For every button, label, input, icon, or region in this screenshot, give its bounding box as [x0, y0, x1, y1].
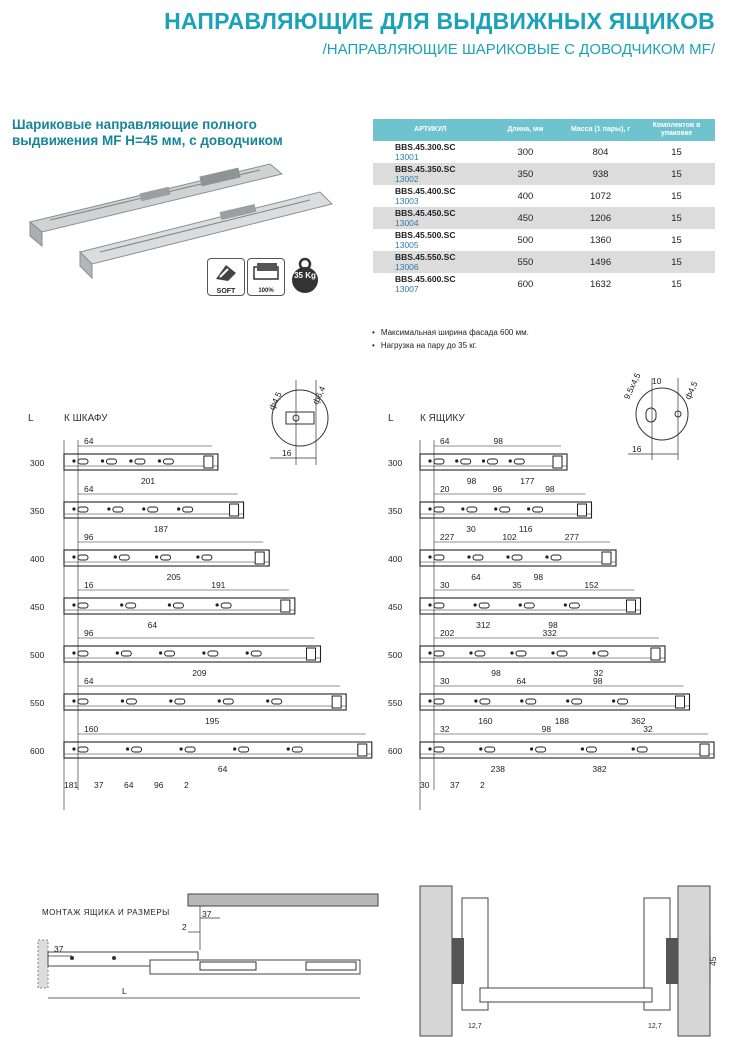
rail-hole-dot: [530, 747, 533, 750]
article-code: BBS.45.400.SC: [395, 186, 456, 196]
dimension-label: 64: [84, 484, 94, 494]
rail-hole-dot: [428, 699, 431, 702]
dimension-label: 64: [84, 436, 94, 446]
dimension-label: 102: [502, 532, 517, 542]
dimension-label: 96: [84, 532, 94, 542]
assembly-top-panel: [188, 894, 378, 906]
rail-hole-dot: [287, 747, 290, 750]
dimension-label: 64: [124, 780, 134, 790]
rail-end-clip: [578, 504, 587, 516]
dimension-label: 98: [466, 476, 477, 486]
col-article: АРТИКУЛ: [373, 119, 488, 141]
dimension-label: 64: [471, 572, 481, 582]
assembly-dim: 37: [202, 909, 212, 919]
cabinet-detail-dim: 16: [282, 448, 292, 458]
dimension-label: 35: [512, 580, 522, 590]
rail-hole-dot: [612, 699, 615, 702]
rail-hole-dot: [545, 555, 548, 558]
assembly-dim: 2: [182, 922, 187, 932]
dimension-label: 98: [541, 724, 552, 734]
row-length-label: 550: [30, 698, 45, 708]
mass-cell: 1632: [589, 278, 612, 290]
rail-hole-dot: [469, 651, 472, 654]
dimension-label: 116: [518, 524, 533, 534]
section-right-wall: [678, 886, 710, 1036]
rail-hole-dot: [509, 459, 512, 462]
mass-cell: 1360: [589, 234, 612, 246]
rail-hole-dot: [72, 603, 75, 606]
rail-outline: [64, 646, 321, 662]
dimension-label: 160: [84, 724, 99, 734]
rail-hole-dot: [506, 555, 509, 558]
pack-cell: 15: [671, 190, 682, 202]
dimension-label: 205: [166, 572, 181, 582]
rail-end-clip: [358, 744, 367, 756]
article-code: BBS.45.300.SC: [395, 142, 456, 152]
pack-cell: 15: [638, 251, 715, 273]
dimension-label: 362: [631, 716, 646, 726]
length-cell: 550: [488, 251, 563, 273]
pack-cell: 15: [638, 163, 715, 185]
dimension-label: 37: [450, 780, 460, 790]
drawer-label: К ЯЩИКУ: [420, 413, 465, 424]
rail-hole-dot: [121, 699, 124, 702]
dimension-label: 187: [153, 524, 168, 534]
dimension-label: 64: [516, 676, 526, 686]
dimension-label: 2: [480, 780, 485, 790]
rail-hole-dot: [169, 699, 172, 702]
notes-list: [372, 326, 529, 352]
drawer-detail-dim: 10: [652, 376, 662, 386]
table-row: [373, 229, 715, 251]
product-title: Шариковые направляющие полного выдвижения MF H=45 мм, с доводчиком: [12, 117, 283, 148]
drawer-drawing: [380, 370, 730, 820]
dimension-label: 96: [492, 484, 503, 494]
assembly-label: МОНТАЖ ЯЩИКА И РАЗМЕРЫ: [42, 908, 170, 917]
rail-hole-dot: [581, 747, 584, 750]
dimension-label: 332: [542, 628, 557, 638]
length-cell: 450: [488, 207, 563, 229]
dimension-label: 64: [440, 436, 450, 446]
rail-hole-dot: [142, 507, 145, 510]
rail-outline: [420, 598, 641, 614]
article-code: BBS.45.600.SC: [395, 274, 456, 284]
load-badge-label: 35 Kg: [294, 271, 316, 280]
section-left-slide: [452, 938, 464, 984]
pack-cell: 15: [671, 146, 682, 158]
row-length-label: 550: [388, 698, 403, 708]
row-length-label: 450: [388, 602, 403, 612]
rail-hole-dot: [120, 603, 123, 606]
rail-hole-dot: [155, 555, 158, 558]
table-row: [373, 273, 715, 295]
dimension-label: 195: [205, 716, 220, 726]
section-left-wall: [420, 886, 452, 1036]
dimension-label: 64: [84, 676, 94, 686]
rail-hole-dot: [116, 651, 119, 654]
rail-hole-dot: [428, 555, 431, 558]
row-length-label: 350: [388, 506, 403, 516]
soft-close-badge: [207, 258, 245, 296]
section-dim: 12,7: [648, 1023, 662, 1030]
rail-hole-dot: [72, 651, 75, 654]
rail-hole-dot: [461, 507, 464, 510]
row-length-label: 300: [30, 458, 45, 468]
rail-hole-dot: [455, 459, 458, 462]
rail-hole-dot: [202, 651, 205, 654]
rail-hole-dot: [564, 603, 567, 606]
soft-close-icon: [208, 259, 244, 285]
rail-hole-dot: [428, 459, 431, 462]
rail-hole-dot: [158, 459, 161, 462]
rail-end-clip: [307, 648, 316, 660]
section-drawer-bottom: [480, 988, 652, 1002]
dimension-label: 30: [466, 524, 476, 534]
dimension-label: 277: [564, 532, 579, 542]
rail-hole-dot: [246, 651, 249, 654]
assembly-drawing: [30, 890, 390, 1020]
dimension-label: 32: [593, 668, 604, 678]
rail-hole-dot: [101, 459, 104, 462]
rail-hole-dot: [428, 651, 431, 654]
dimension-label: 209: [192, 668, 207, 678]
dimension-label: 16: [84, 580, 94, 590]
dimension-label: 32: [440, 724, 450, 734]
dimension-label: 64: [217, 764, 228, 774]
rail-outline: [420, 454, 567, 470]
row-length-label: 400: [30, 554, 45, 564]
length-cell: 300: [517, 146, 534, 158]
dimension-label: 30: [420, 780, 430, 790]
rail-hole-dot: [474, 699, 477, 702]
article-code: BBS.45.350.SC: [395, 164, 456, 174]
rail-hole-dot: [592, 651, 595, 654]
drawer-detail-dim: ф4,5: [682, 379, 700, 402]
cabinet-label: К ШКАФУ: [64, 413, 108, 424]
length-cell: 350: [488, 163, 563, 185]
rail-hole-dot: [159, 651, 162, 654]
article-code: BBS.45.500.SC: [395, 230, 456, 240]
pack-cell: 15: [671, 234, 682, 246]
rail-hole-dot: [482, 459, 485, 462]
rail-hole-dot: [72, 747, 75, 750]
dimension-label: 152: [584, 580, 599, 590]
article-number: 13006: [395, 262, 419, 272]
dimension-label: 201: [140, 476, 156, 486]
row-length-label: 500: [388, 650, 403, 660]
dimension-label: 238: [490, 764, 505, 774]
dimension-label: 98: [491, 668, 501, 678]
soft-badge-label: SOFT: [216, 288, 236, 295]
rail-hole-dot: [72, 459, 75, 462]
rail-hole-dot: [510, 651, 513, 654]
rail-outline: [64, 598, 295, 614]
mass-cell: 1072: [589, 190, 612, 202]
dimension-label: 177: [520, 476, 535, 486]
article-code: BBS.45.550.SC: [395, 252, 456, 262]
table-row: [373, 141, 715, 163]
rail-hole-dot: [519, 603, 522, 606]
page-subtitle: /НАПРАВЛЯЮЩИЕ ШАРИКОВЫЕ С ДОВОДЧИКОМ MF/: [322, 41, 715, 58]
rail-hole-dot: [428, 603, 431, 606]
drawer-l-label: L: [388, 413, 394, 424]
article-code: BBS.45.450.SC: [395, 208, 456, 218]
dimension-label: 98: [548, 620, 558, 630]
spec-table: [373, 119, 715, 295]
rail-hole-dot: [632, 747, 635, 750]
drawer-detail-circle: [636, 388, 688, 440]
rail-outline: [64, 454, 218, 470]
rail-outline: [420, 742, 714, 758]
col-pack: Комплектов в упаковке: [638, 119, 715, 141]
rail-hole-dot: [474, 603, 477, 606]
table-row: [373, 163, 715, 185]
length-cell: 500: [517, 234, 534, 246]
rail-outline: [420, 646, 665, 662]
rail-outline: [420, 550, 616, 566]
rail-outline: [64, 694, 346, 710]
length-cell: 400: [517, 190, 534, 202]
dimension-label: 98: [545, 484, 555, 494]
row-length-label: 400: [388, 554, 403, 564]
dimension-label: 98: [493, 436, 503, 446]
drawer-detail-dim: 16: [632, 444, 642, 454]
article-number: 13005: [395, 240, 419, 250]
rail-outline: [420, 502, 592, 518]
note-item: • Максимальная ширина фасада 600 мм.: [372, 326, 529, 339]
rail-hole-dot: [114, 555, 117, 558]
article-number: 13001: [395, 152, 419, 162]
extension-badge-label: 100%: [258, 288, 274, 294]
dimension-label: 98: [533, 572, 544, 582]
rail-hole-dot: [129, 459, 132, 462]
rail-hole-dot: [216, 603, 219, 606]
rail-outline: [64, 502, 244, 518]
rail-end-clip: [255, 552, 264, 564]
rail-hole-dot: [479, 747, 482, 750]
rail-hole-dot: [494, 507, 497, 510]
article-number: 13004: [395, 218, 419, 228]
rail-end-clip: [204, 456, 213, 468]
row-length-label: 600: [388, 746, 403, 756]
rail-outline: [64, 742, 372, 758]
load-badge: [287, 256, 323, 294]
cabinet-detail-dim: ф4,5: [266, 390, 284, 412]
dimension-label: 2: [184, 780, 189, 790]
rail-hole-dot: [428, 507, 431, 510]
row-length-label: 300: [388, 458, 403, 468]
dimension-label: 30: [440, 580, 450, 590]
col-length: Длина, мм: [488, 119, 563, 141]
pack-cell: 15: [671, 278, 682, 290]
cabinet-detail-dim: ф6,4: [310, 384, 328, 406]
rail-hole-dot: [520, 699, 523, 702]
note-item: • Нагрузка на пару до 35 кг.: [372, 339, 529, 352]
row-length-label: 500: [30, 650, 45, 660]
table-row: [373, 207, 715, 229]
rail-hole-dot: [218, 699, 221, 702]
rail-hole-dot: [180, 747, 183, 750]
dimension-label: 64: [147, 620, 158, 630]
table-row: [373, 185, 715, 207]
mass-cell: 1206: [563, 207, 638, 229]
rail-outline: [64, 550, 269, 566]
section-right-slide: [666, 938, 678, 984]
rail-end-clip: [651, 648, 660, 660]
dimension-label: 312: [476, 620, 491, 630]
rail-hole-dot: [266, 699, 269, 702]
rail-end-clip: [332, 696, 341, 708]
dimension-label: 30: [440, 676, 450, 686]
dimension-label: 20: [440, 484, 450, 494]
dimension-label: 227: [440, 532, 455, 542]
article-number: 13007: [395, 284, 419, 294]
rail-outline: [420, 694, 690, 710]
full-extension-badge: [247, 258, 285, 296]
table-row: [373, 251, 715, 273]
page-title: НАПРАВЛЯЮЩИЕ ДЛЯ ВЫДВИЖНЫХ ЯЩИКОВ: [164, 8, 715, 34]
rail-hole-dot: [196, 555, 199, 558]
rail-hole-dot: [566, 699, 569, 702]
mass-cell: 804: [592, 146, 609, 158]
section-drawing: [410, 880, 730, 1040]
dimension-label: 188: [554, 716, 569, 726]
rail-hole-dot: [72, 699, 75, 702]
rail-hole-dot: [467, 555, 470, 558]
article-number: 13003: [395, 196, 419, 206]
dimension-label: 160: [478, 716, 493, 726]
dimension-label: 98: [593, 676, 603, 686]
dimension-label: 191: [211, 580, 226, 590]
assembly-dim: 37: [54, 944, 64, 954]
row-length-label: 350: [30, 506, 45, 516]
section-dim: 12,7: [468, 1023, 482, 1030]
rail-hole-dot: [551, 651, 554, 654]
rail-hole-dot: [177, 507, 180, 510]
rail-end-clip: [553, 456, 562, 468]
rail-end-clip: [676, 696, 685, 708]
rail-hole-dot: [126, 747, 129, 750]
rail-end-clip: [700, 744, 709, 756]
dimension-label: 382: [592, 764, 607, 774]
row-length-label: 600: [30, 746, 45, 756]
rail-hole-dot: [527, 507, 530, 510]
drawer-detail-dim: 9,5х4,5: [621, 371, 643, 401]
cabinet-drawing: [0, 370, 380, 820]
rail-hole-dot: [168, 603, 171, 606]
col-mass: Масса (1 пары), г: [563, 119, 638, 141]
section-dim: 45: [708, 956, 718, 966]
rail-end-clip: [627, 600, 636, 612]
full-extension-icon: [248, 259, 284, 285]
cabinet-l-label: L: [28, 413, 34, 424]
row-length-label: 450: [30, 602, 45, 612]
dimension-label: 37: [94, 780, 104, 790]
dimension-label: 96: [84, 628, 94, 638]
mass-cell: 938: [563, 163, 638, 185]
dimension-label: 32: [643, 724, 653, 734]
dimension-label: 181: [64, 780, 79, 790]
dimension-label: 202: [440, 628, 455, 638]
rail-end-clip: [230, 504, 239, 516]
dimension-label: 96: [154, 780, 164, 790]
length-cell: 600: [517, 278, 534, 290]
mass-cell: 1496: [563, 251, 638, 273]
assembly-dim: L: [122, 986, 127, 996]
rail-hole-dot: [72, 555, 75, 558]
rail-hole-dot: [428, 747, 431, 750]
rail-end-clip: [602, 552, 611, 564]
pack-cell: 15: [638, 207, 715, 229]
article-number: 13002: [395, 174, 419, 184]
rail-hole-dot: [233, 747, 236, 750]
rail-hole-dot: [72, 507, 75, 510]
rail-hole-dot: [107, 507, 110, 510]
assembly-cabinet-wall: [38, 940, 48, 988]
rail-end-clip: [281, 600, 290, 612]
